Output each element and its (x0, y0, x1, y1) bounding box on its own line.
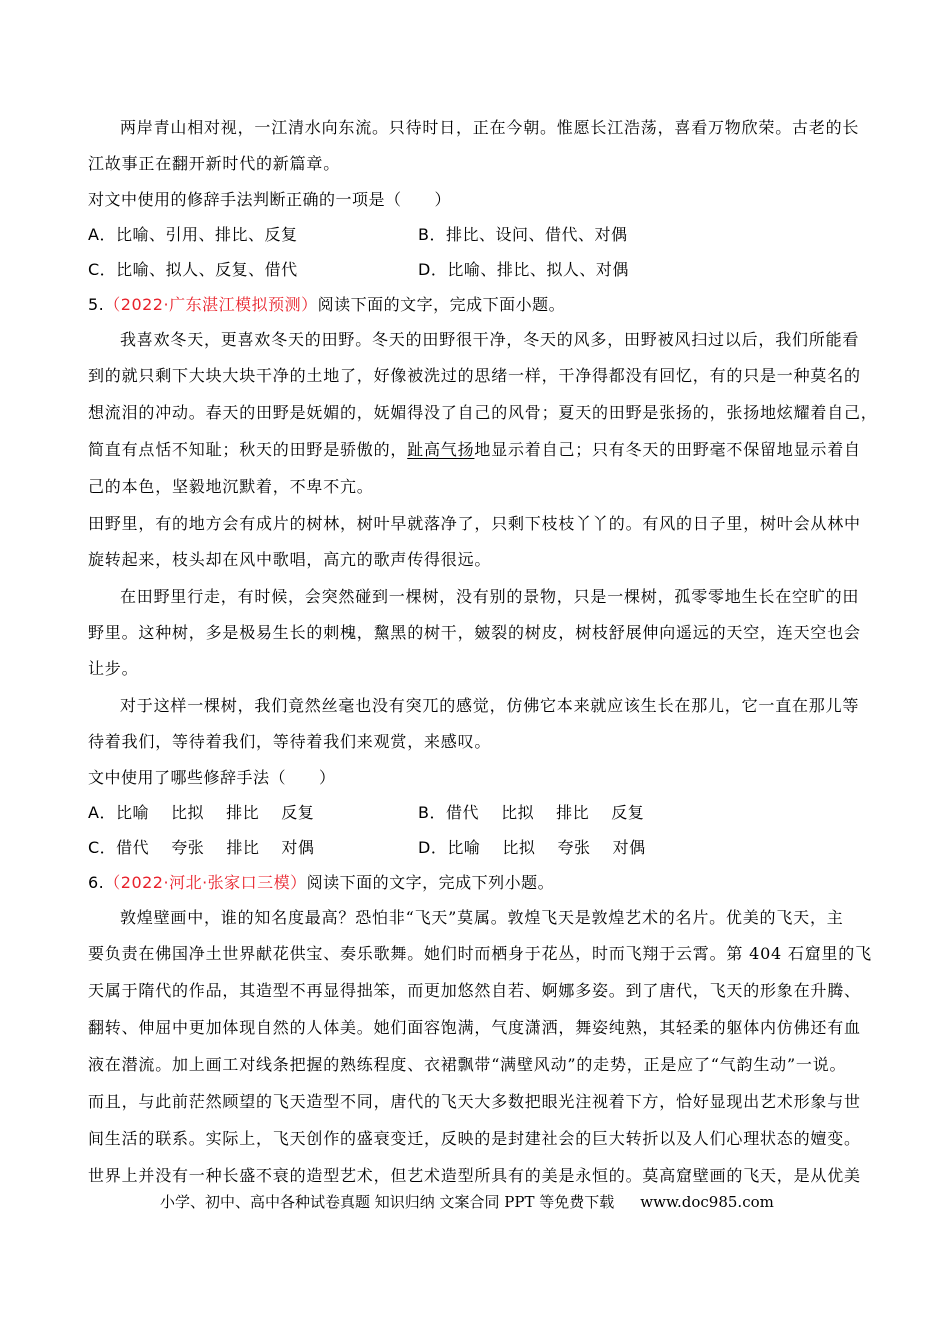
passage-line: 要负责在佛国净土世界献花供宝、奏乐歌舞。她们时而栖身于花丛，时而飞翔于云霄。第 404 石窟里的飞 (88, 944, 872, 963)
passage-line: 天属于隋代的作品，其造型不再显得拙笨，而更加悠然自若、婀娜多姿。到了唐代，飞天的形象在升腾、 (88, 981, 861, 1000)
passage-line: 旋转起来，枝头却在风中歌唱，高亢的歌声传得很远。 (88, 550, 492, 569)
question-intro: 阅读下面的文字，完成下列小题。 (306, 873, 555, 892)
passage-line: 两岸青山相对视，一江清水向东流。只待时日，正在今朝。惟愿长江浩荡，喜看万物欣荣。古老的长 (120, 118, 860, 137)
option-b: B．排比、设问、借代、对偶 (418, 225, 628, 244)
passage-line: 对于这样一棵树，我们竟然丝毫也没有突兀的感觉，仿佛它本来就应该生长在那儿，它一直在那儿等 (120, 696, 860, 715)
passage-text: 地显示着自己；只有冬天的田野毫不保留地显示着自 (474, 440, 861, 459)
passage-line: 在田野里行走，有时候，会突然碰到一棵树，没有别的景物，只是一棵树，孤零零地生长在空旷的田 (120, 587, 860, 606)
question-number: 5. (88, 295, 105, 314)
option-d: D．比喻 比拟 夸张 对偶 (418, 838, 646, 857)
passage-line: 田野里，有的地方会有成片的树林，树叶早就落净了，只剩下枝枝丫丫的。有风的日子里，树叶会从林中 (88, 514, 861, 533)
passage-line: 液在潜流。加上画工对线条把握的熟练程度、衣裙飘带“满壁风动”的走势，正是应了“气韵生动”一说。 (88, 1055, 847, 1074)
passage-line: 己的本色，坚毅地沉默着，不卑不亢。 (88, 477, 374, 496)
passage-line: 想流泪的冲动。春天的田野是妩媚的，妩媚得没了自己的风骨；夏天的田野是张扬的，张扬地炫耀着自己， (88, 403, 878, 422)
passage-text: 简直有点恬不知耻；秋天的田野是骄傲的， (88, 440, 408, 459)
question-intro: 阅读下面的文字，完成下面小题。 (317, 295, 566, 314)
page-footer (160, 1192, 774, 1212)
passage-line (88, 440, 861, 460)
passage-line: 到的就只剩下大块大块干净的土地了，好像被洗过的思绪一样，干净得都没有回忆，有的只是一种莫名的 (88, 366, 861, 385)
passage-line: 江故事正在翻开新时代的新篇章。 (88, 154, 341, 173)
option-a: A．比喻 比拟 排比 反复 (88, 803, 315, 822)
option-a: A．比喻、引用、排比、反复 (88, 225, 298, 244)
question-source: （2022·河北·张家口三模） (104, 873, 307, 892)
question-number: 6. (88, 873, 105, 892)
footer-url[interactable]: www.doc985.com (640, 1193, 774, 1211)
option-c: C．比喻、拟人、反复、借代 (88, 260, 298, 279)
question-header (88, 295, 565, 315)
passage-line: 野里。这种树，多是极易生长的刺槐，黧黑的树干，皴裂的树皮，树枝舒展伸向遥远的天空，连天空也会 (88, 623, 861, 642)
question-source: （2022·广东湛江模拟预测） (104, 295, 318, 314)
passage-line: 间生活的联系。实际上，飞天创作的盛衰变迁，反映的是封建社会的巨大转折以及人们心理状态的嬗变。 (88, 1129, 861, 1148)
passage-line: 世界上并没有一种长盛不衰的造型艺术，但艺术造型所具有的美是永恒的。莫高窟壁画的飞天，是从优美 (88, 1166, 861, 1185)
underlined-phrase: 趾高气扬 (407, 440, 475, 459)
passage-line: 我喜欢冬天，更喜欢冬天的田野。冬天的田野很干净，冬天的风多，田野被风扫过以后，我们所能看 (120, 330, 860, 349)
passage-line: 敦煌壁画中，谁的知名度最高？恐怕非“飞天”莫属。敦煌飞天是敦煌艺术的名片。优美的飞天，主 (120, 908, 844, 927)
option-b: B．借代 比拟 排比 反复 (418, 803, 645, 822)
question-stem: 文中使用了哪些修辞手法（ ） (88, 768, 336, 787)
question-header (88, 873, 554, 893)
passage-line: 让步。 (88, 659, 139, 678)
option-c: C．借代 夸张 排比 对偶 (88, 838, 315, 857)
question-stem: 对文中使用的修辞手法判断正确的一项是（ ） (88, 190, 452, 209)
option-d: D．比喻、排比、拟人、对偶 (418, 260, 629, 279)
passage-line: 翻转、伸屈中更加体现自然的人体美。她们面容饱满，气度潇洒，舞姿纯熟，其轻柔的躯体内仿佛还有血 (88, 1018, 861, 1037)
passage-line: 待着我们，等待着我们，等待着我们来观赏，来感叹。 (88, 732, 492, 751)
footer-text: 小学、初中、高中各种试卷真题 知识归纳 文案合同 PPT 等免费下载 (160, 1193, 615, 1211)
passage-line: 而且，与此前茫然顾望的飞天造型不同，唐代的飞天大多数把眼光注视着下方，恰好显现出艺术形象与世 (88, 1092, 861, 1111)
